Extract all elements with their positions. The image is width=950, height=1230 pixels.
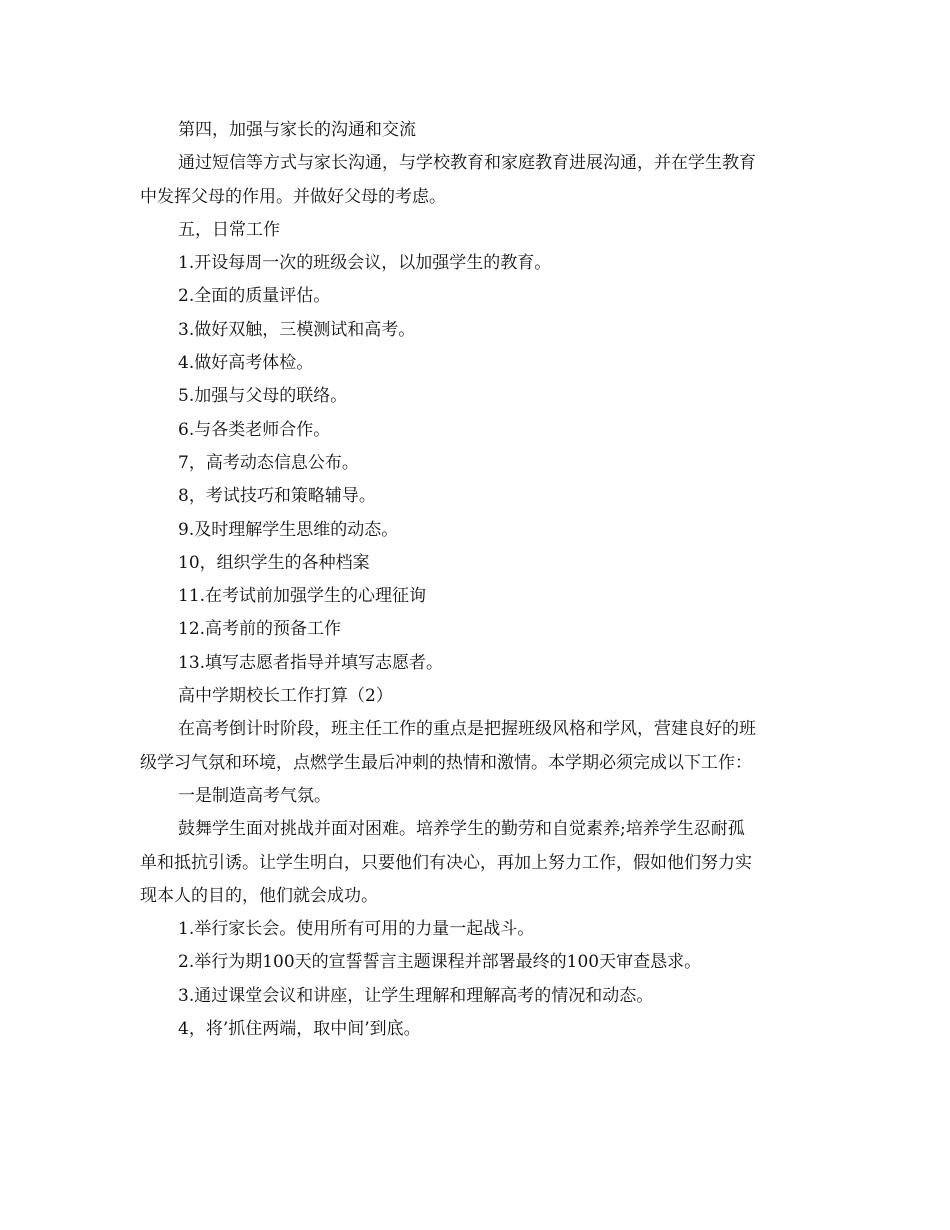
text-line: 在高考倒计时阶段，班主任工作的重点是把握班级风格和学风，营建良好的班 [178,719,756,740]
paragraph [140,214,812,247]
list-item [140,347,812,380]
text-line: 现本人的目的，他们就会成功。 [140,885,378,906]
list-item [140,1013,812,1046]
list-item [140,314,812,347]
text-line: 13.填写志愿者指导并填写志愿者。 [178,652,444,673]
section-heading [140,680,812,713]
paragraph [140,713,812,780]
text-line: 一是制造高考气氛。 [178,785,331,806]
text-line: 五，日常工作 [178,219,280,240]
list-item [140,414,812,447]
text-line: 通过短信等方式与家长沟通，与学校教育和家庭教育进展沟通，并在学生教育 [178,153,756,174]
list-item [140,647,812,680]
text-line: 2.全面的质量评估。 [178,286,331,307]
list-item [140,480,812,513]
list-item [140,980,812,1013]
text-line: 5.加强与父母的联络。 [178,386,348,407]
text-line: 8，考试技巧和策略辅导。 [178,486,376,507]
text-line: 3.通过课堂会议和讲座，让学生理解和理解高考的情况和动态。 [178,985,654,1006]
text-line: 10，组织学生的各种档案 [178,552,370,573]
list-item [140,514,812,547]
text-line: 单和抵抗引诱。让学生明白，只要他们有决心，再加上努力工作，假如他们努力实 [140,852,752,873]
list-item [140,547,812,580]
text-line: 鼓舞学生面对挑战并面对困难。培养学生的勤劳和自觉素养;培养学生忍耐孤 [178,819,745,840]
paragraph [140,780,812,813]
text-line: 3.做好双触，三模测试和高考。 [178,319,416,340]
list-item [140,280,812,313]
list-item [140,946,812,979]
list-item [140,247,812,280]
list-item [140,913,812,946]
paragraph [140,114,812,147]
list-item [140,613,812,646]
paragraph [140,813,812,913]
text-line: 第四，加强与家长的沟通和交流 [178,120,416,140]
list-item [140,580,812,613]
document-page [140,114,812,1046]
text-line: 级学习气氛和环境，点燃学生最后冲刺的热情和激情。本学期必须完成以下工作： [140,752,752,773]
text-line: 中发挥父母的作用。并做好父母的考虑。 [140,186,446,207]
text-line: 12.高考前的预备工作 [178,619,342,640]
text-line: 11.在考试前加强学生的心理征询 [178,586,427,607]
text-line: 4，将’抓住两端，取中间’到底。 [178,1019,421,1040]
list-item [140,447,812,480]
text-line: 6.与各类老师合作。 [178,419,331,440]
paragraph [140,147,812,214]
text-line: 2.举行为期100天的宣誓誓言主题课程并部署最终的100天审查恳求。 [178,952,702,973]
list-item [140,380,812,413]
text-line: 高中学期校长工作打算（2） [178,686,393,707]
text-line: 4.做好高考体检。 [178,353,314,374]
text-line: 7，高考动态信息公布。 [178,452,359,473]
text-line: 1.开设每周一次的班级会议，以加强学生的教育。 [178,253,552,274]
text-line: 9.及时理解学生思维的动态。 [178,519,399,540]
text-line: 1.举行家长会。使用所有可用的力量一起战斗。 [178,919,535,940]
